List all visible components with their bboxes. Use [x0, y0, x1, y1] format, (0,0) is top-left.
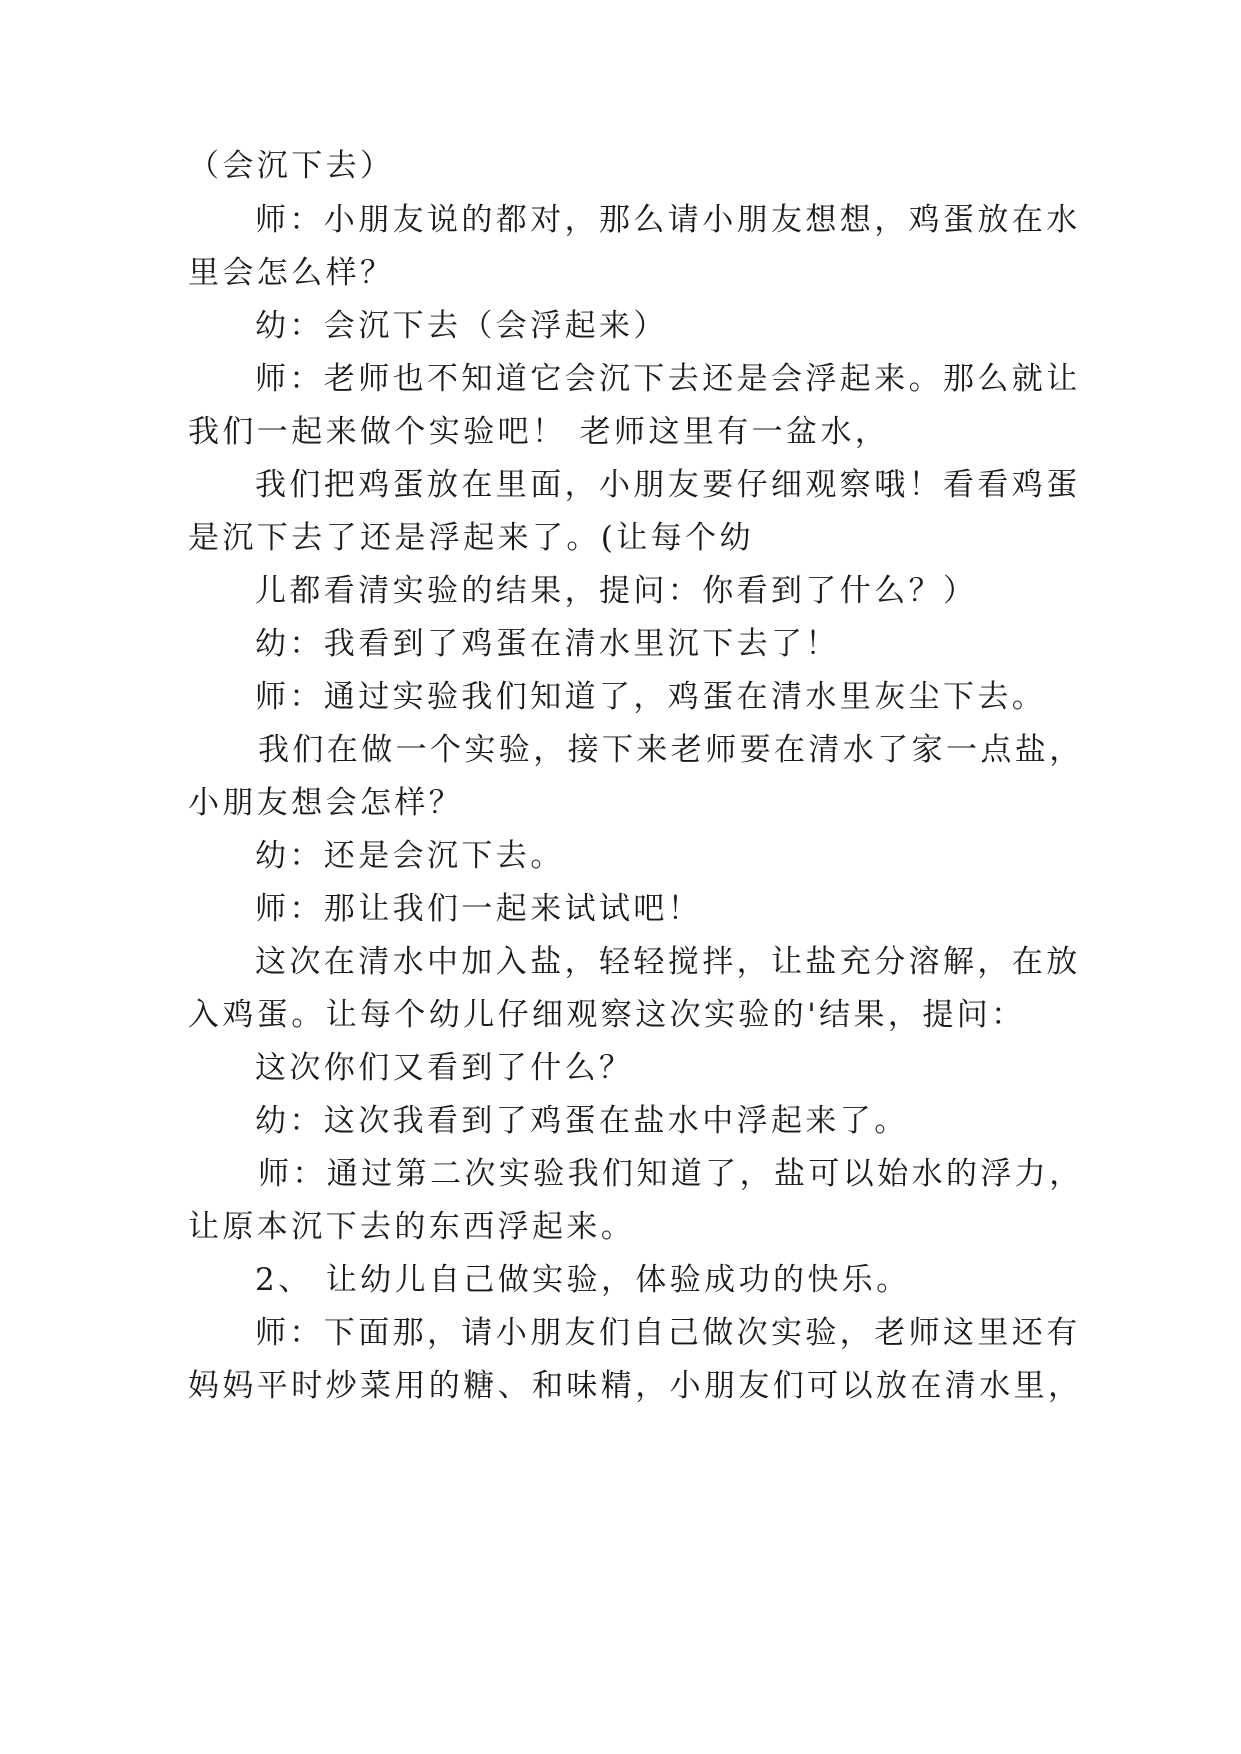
text-line: 幼：我看到了鸡蛋在清水里沉下去了！ — [255, 626, 840, 662]
text-line: 里会怎么样？ — [188, 255, 395, 291]
text-line: 幼：还是会沉下去。 — [255, 838, 565, 874]
text-line: 幼：会沉下去（会浮起来） — [255, 308, 668, 344]
text-line: 这次你们又看到了什么？ — [255, 1050, 634, 1086]
text-line: 妈妈平时炒菜用的糖、和味精，小朋友们可以放在清水里， — [188, 1368, 1083, 1404]
text-line: 入鸡蛋。让每个幼儿仔细观察这次实验的'结果，提问： — [188, 997, 1026, 1033]
text-line: 儿都看清实验的结果，提问：你看到了什么？） — [255, 573, 978, 609]
text-line: （会沉下去） — [188, 148, 395, 184]
text-line: 是沉下去了还是浮起来了。(让每个幼 — [188, 520, 754, 556]
text-line: 幼：这次我看到了鸡蛋在盐水中浮起来了。 — [255, 1103, 909, 1139]
text-line: 师：小朋友说的都对，那么请小朋友想想，鸡蛋放在水 — [255, 202, 1081, 238]
text-line: 我们一起来做个实验吧！ 老师这里有一盆水， — [188, 414, 890, 450]
text-line: 这次在清水中加入盐，轻轻搅拌，让盐充分溶解，在放 — [255, 944, 1081, 980]
text-line: 师：通过第二次实验我们知道了，盐可以始水的浮力， — [258, 1156, 1084, 1192]
section-heading: 2、 让幼儿自己做实验，体验成功的快乐。 — [255, 1262, 911, 1298]
text-line: 师：下面那，请小朋友们自己做次实验，老师这里还有 — [255, 1315, 1081, 1351]
text-line: 师：那让我们一起来试试吧！ — [255, 891, 703, 927]
text-line: 我们在做一个实验，接下来老师要在清水了家一点盐， — [258, 732, 1084, 768]
text-line: 小朋友想会怎样？ — [188, 785, 464, 821]
text-line: 我们把鸡蛋放在里面，小朋友要仔细观察哦！看看鸡蛋 — [255, 467, 1081, 503]
text-line: 师：老师也不知道它会沉下去还是会浮起来。那么就让 — [255, 361, 1081, 397]
text-line: 让原本沉下去的东西浮起来。 — [188, 1209, 636, 1245]
text-line: 师：通过实验我们知道了，鸡蛋在清水里灰尘下去。 — [255, 679, 1047, 715]
